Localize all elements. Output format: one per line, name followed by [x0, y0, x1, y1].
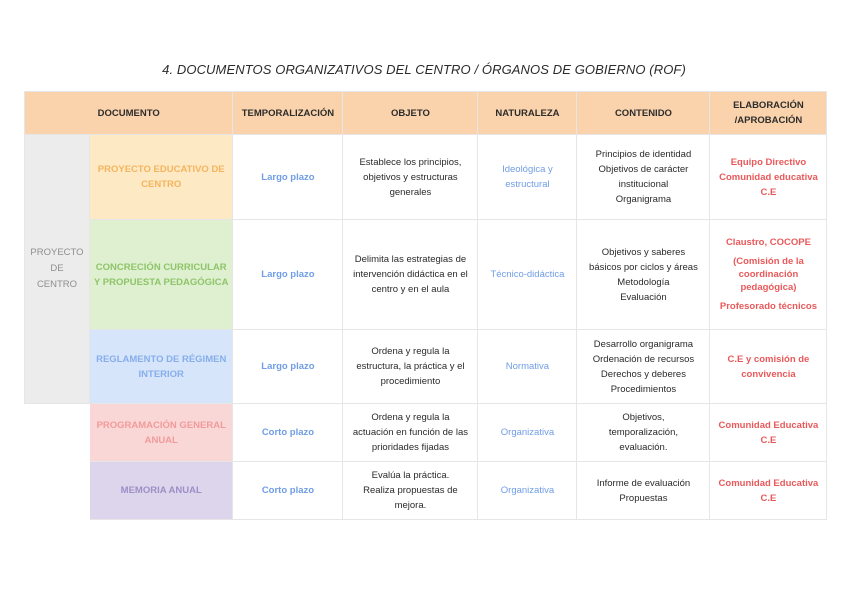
header-elaboracion-line: /APROBACIÓN — [734, 115, 803, 126]
header-row — [25, 92, 827, 135]
doc-name-line: REGLAMENTO DE RÉGIMEN — [96, 353, 227, 365]
objeto-cell — [343, 404, 478, 462]
temporalizacion-cell: Corto plazo — [233, 462, 343, 520]
doc-name-line: CONCRECIÓN CURRICULAR — [95, 261, 227, 273]
table-row — [25, 404, 827, 462]
group-proyecto-de-centro — [25, 135, 90, 404]
contenido-line: Desarrollo organigrama — [593, 338, 694, 350]
objeto-cell — [343, 330, 478, 404]
elaboracion-line: Equipo Directivo — [730, 156, 807, 168]
doc-name-line: ANUAL — [144, 434, 178, 446]
objeto-line: Establece los principios, — [359, 156, 462, 168]
contenido-cell — [577, 404, 710, 462]
objeto-line: prioridades fijadas — [371, 442, 449, 453]
header-elaboracion — [710, 92, 827, 135]
naturaleza-cell — [478, 330, 577, 404]
objeto-line: centro y en el aula — [371, 284, 450, 295]
header-objeto: OBJETO — [343, 92, 478, 135]
contenido-line: Objetivos y saberes — [601, 246, 686, 258]
temporalizacion-cell: Largo plazo — [233, 135, 343, 220]
contenido-line: evaluación. — [619, 442, 668, 453]
contenido-line: Procedimientos — [610, 383, 677, 395]
contenido-line: Informe de evaluación — [596, 477, 691, 489]
contenido-line: Metodología — [617, 276, 670, 288]
elaboracion-cell — [710, 135, 827, 220]
elaboracion-line: C.E — [760, 434, 777, 446]
objeto-line: Realiza propuestas de — [363, 485, 458, 496]
contenido-line: Derechos y deberes — [600, 368, 686, 380]
naturaleza-line: Organizativa — [500, 427, 555, 438]
naturaleza-line: Normativa — [505, 361, 550, 372]
naturaleza-line: estructural — [505, 179, 550, 190]
contenido-cell — [577, 330, 710, 404]
temporalizacion-cell: Corto plazo — [233, 404, 343, 462]
header-contenido: CONTENIDO — [577, 92, 710, 135]
doc-concrecion-curricular — [90, 220, 233, 330]
elaboracion-cell — [710, 462, 827, 520]
doc-memoria-anual — [90, 462, 233, 520]
header-temporalizacion: TEMPORALIZACIÓN — [233, 92, 343, 135]
elaboracion-cell — [710, 330, 827, 404]
documents-table — [24, 91, 827, 520]
header-elaboracion-line: ELABORACIÓN — [733, 100, 804, 111]
group-label-line: DE — [50, 263, 64, 274]
objeto-line: Ordena y regula la — [371, 346, 450, 357]
objeto-line: Ordena y regula la — [371, 412, 450, 423]
naturaleza-cell — [478, 404, 577, 462]
contenido-cell — [577, 220, 710, 330]
contenido-line: Evaluación — [620, 291, 667, 303]
temporalizacion-cell: Largo plazo — [233, 220, 343, 330]
contenido-cell — [577, 135, 710, 220]
naturaleza-cell — [478, 220, 577, 330]
table-row — [25, 135, 827, 220]
page-title: 4. DOCUMENTOS ORGANIZATIVOS DEL CENTRO / ÓRGANOS DE GOBIERNO (ROF) — [162, 62, 686, 77]
contenido-cell — [577, 462, 710, 520]
doc-proyecto-educativo — [90, 135, 233, 220]
table-row — [25, 330, 827, 404]
elaboracion-line: pedagógica) — [740, 282, 797, 293]
elaboracion-line: Comunidad educativa — [719, 171, 818, 183]
contenido-line: Objetivos de carácter — [598, 164, 689, 175]
elaboracion-line: Profesorado técnicos — [719, 301, 817, 312]
empty-cell — [25, 462, 90, 520]
header-documento: DOCUMENTO — [25, 92, 233, 135]
elaboracion-cell — [710, 220, 827, 330]
contenido-line: Organigrama — [615, 194, 672, 205]
contenido-line: institucional — [618, 179, 669, 190]
doc-name-line: PROYECTO EDUCATIVO DE — [97, 164, 225, 175]
objeto-line: actuación en función de las — [352, 427, 468, 438]
objeto-line: objetivos y estructuras — [363, 171, 458, 183]
elaboracion-line: coordinación — [738, 269, 799, 280]
contenido-line: básicos por ciclos y áreas — [589, 261, 698, 273]
table-row — [25, 462, 827, 520]
doc-programacion-general-anual — [90, 404, 233, 462]
group-label-line: CENTRO — [36, 279, 78, 290]
naturaleza-cell — [478, 135, 577, 220]
objeto-line: generales — [389, 186, 432, 198]
objeto-cell — [343, 462, 478, 520]
elaboracion-line: convivencia — [741, 368, 796, 380]
objeto-line: procedimiento — [380, 376, 441, 387]
empty-cell — [25, 404, 90, 462]
elaboracion-line: C.E — [760, 186, 777, 198]
objeto-line: intervención didáctica en el — [353, 269, 468, 280]
table-row — [25, 220, 827, 330]
contenido-line: Propuestas — [619, 492, 668, 504]
contenido-line: temporalización, — [608, 427, 679, 438]
elaboracion-line: Comunidad Educativa — [718, 477, 819, 489]
naturaleza-line: Ideológica y — [502, 164, 553, 175]
naturaleza-line: Técnico-didáctica — [490, 269, 565, 280]
temporalizacion-cell: Largo plazo — [233, 330, 343, 404]
doc-name-line: CENTRO — [141, 179, 182, 190]
group-label-line: PROYECTO — [30, 247, 84, 258]
doc-name-line: INTERIOR — [138, 368, 184, 380]
elaboracion-line: C.E — [760, 492, 777, 504]
naturaleza-line: Organizativa — [500, 485, 555, 496]
doc-reglamento-regimen-interior — [90, 330, 233, 404]
contenido-line: Objetivos, — [622, 412, 665, 423]
objeto-cell — [343, 220, 478, 330]
doc-name-line: Y PROPUESTA PEDAGÓGICA — [94, 276, 229, 288]
elaboracion-line: C.E y comisión de — [727, 353, 810, 365]
header-naturaleza: NATURALEZA — [478, 92, 577, 135]
objeto-cell — [343, 135, 478, 220]
objeto-line: Delimita las estrategias de — [354, 254, 467, 265]
objeto-line: mejora. — [394, 500, 427, 511]
doc-name-line: MEMORIA ANUAL — [120, 485, 202, 496]
elaboracion-line: (Comisión de la — [733, 256, 804, 267]
contenido-line: Principios de identidad — [595, 149, 692, 160]
objeto-line: estructura, la práctica y el — [356, 361, 465, 372]
elaboracion-cell — [710, 404, 827, 462]
elaboracion-line: Claustro, COCOPE — [725, 237, 811, 248]
contenido-line: Ordenación de recursos — [592, 353, 695, 365]
doc-name-line: PROGRAMACIÓN GENERAL — [96, 419, 226, 431]
objeto-line: Evalúa la práctica. — [371, 470, 450, 481]
elaboracion-line: Comunidad Educativa — [718, 419, 819, 431]
naturaleza-cell — [478, 462, 577, 520]
